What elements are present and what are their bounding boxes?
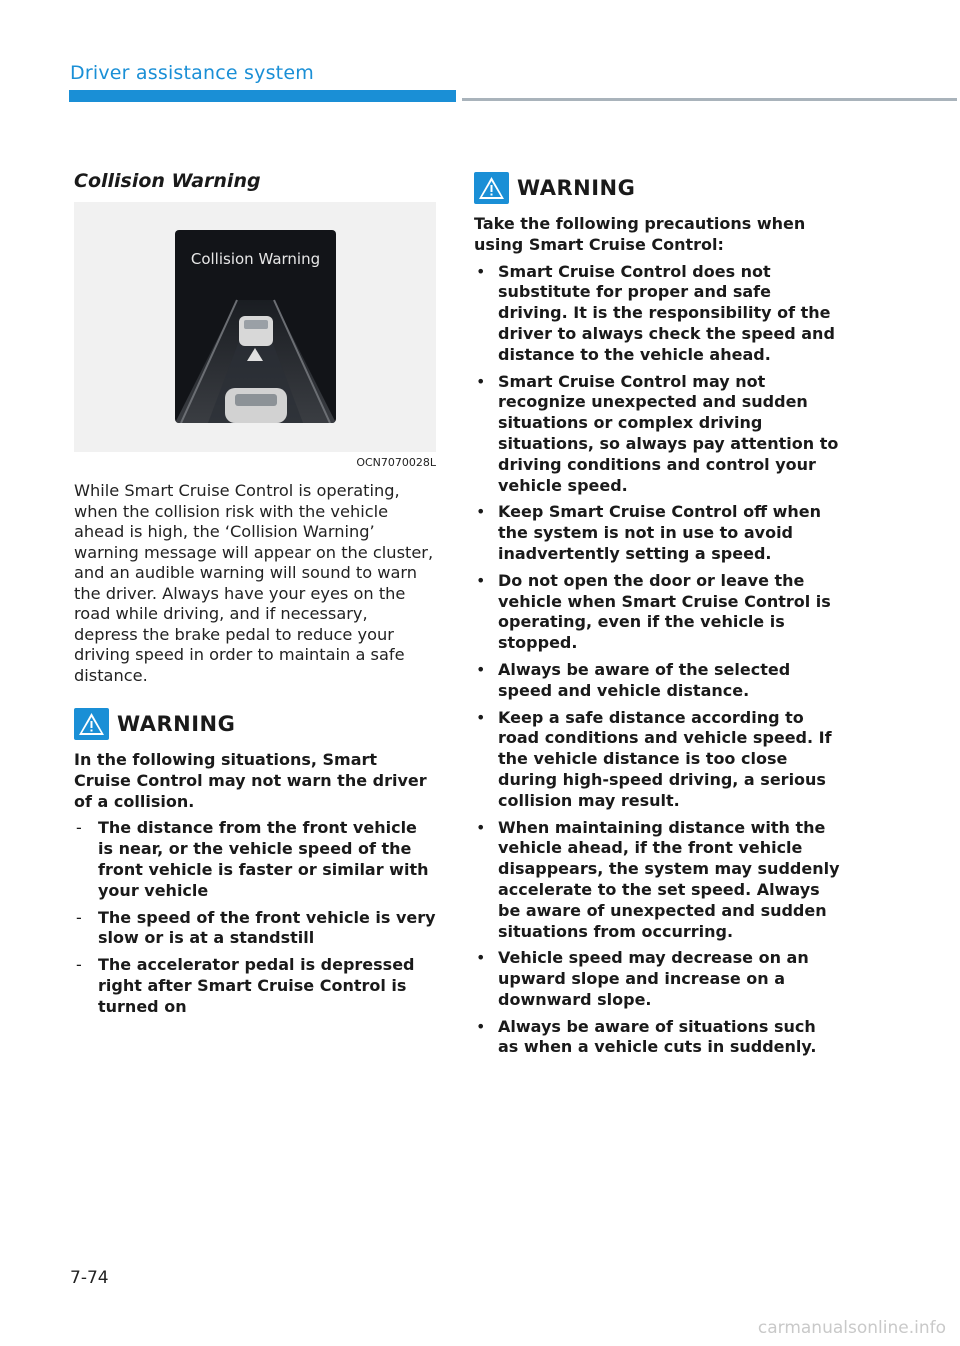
list-item: - The distance from the front vehicle is near, or the vehicle speed of the front vehicle is faster or similar with your vehicle	[76, 818, 429, 900]
section-title: Driver assistance system	[70, 62, 314, 84]
figure-caption: OCN7070028L	[356, 456, 436, 469]
left-column	[74, 170, 436, 1018]
list-item: • Always be aware of situations such as when a vehicle cuts in suddenly.	[476, 1016, 817, 1057]
warning-label: WARNING	[517, 176, 636, 200]
list-item: • Smart Cruise Control does not substitute for proper and safe driving. It is the responsibility of the driver to always check the speed and distance to the vehicle ahead.	[476, 261, 835, 364]
section-heading: Collision Warning	[74, 170, 261, 192]
warning-header	[74, 708, 436, 740]
warning-header	[474, 172, 840, 204]
header-rule	[462, 98, 957, 101]
page-number: 7-74	[70, 1268, 109, 1288]
list-item: • Smart Cruise Control may not recognize unexpected and sudden situations or complex driving situations, so always pay attention to driving conditions and control your vehicle speed.	[476, 371, 839, 495]
watermark-text: carmanualsonline.info	[757, 1318, 946, 1338]
cluster-message: Collision Warning	[190, 250, 321, 268]
warning-triangle-icon	[474, 172, 509, 204]
precaution-list	[474, 262, 840, 1059]
list-item: • Keep Smart Cruise Control off when the system is not in use to avoid inadvertently setting a speed.	[476, 502, 822, 563]
figure-cluster-illustration	[74, 202, 436, 452]
body-paragraph: While Smart Cruise Control is operating, when the collision risk with the vehicle ahead is high, the ‘Collision Warning’ warning message will appear on the cluster, and an audible warning will sound to warn the driver. Always have your eyes on the road while driving, and if necessary, depress the brake pedal to reduce your driving speed in order to maintain a safe distance.	[74, 481, 434, 685]
cluster-display	[175, 230, 336, 423]
warning-label: WARNING	[117, 712, 236, 736]
warning-condition-list	[74, 818, 436, 1017]
warning-intro: In the following situations, Smart Cruise Control may not warn the driver of a collision.	[74, 750, 427, 811]
list-item: - The accelerator pedal is depressed right after Smart Cruise Control is turned on	[76, 955, 415, 1016]
list-item: - The speed of the front vehicle is very slow or is at a standstill	[76, 907, 436, 948]
warning-intro: Take the following precautions when using Smart Cruise Control:	[474, 214, 806, 254]
warning-triangle-icon	[74, 708, 109, 740]
right-column	[474, 172, 840, 1058]
header-accent-bar	[69, 90, 456, 102]
list-item: • Vehicle speed may decrease on an upward slope and increase on a downward slope.	[476, 948, 809, 1009]
list-item: • Keep a safe distance according to road conditions and vehicle speed. If the vehicle distance is too close during high-speed driving, a serious collision may result.	[476, 707, 832, 810]
list-item: • Always be aware of the selected speed and vehicle distance.	[476, 659, 791, 700]
list-item: • Do not open the door or leave the vehicle when Smart Cruise Control is operating, even if the vehicle is stopped.	[476, 570, 831, 653]
list-item: • When maintaining distance with the vehicle ahead, if the front vehicle disappears, the system may suddenly accelerate to the set speed. Always be aware of unexpected and sudden situations from occurring.	[476, 817, 840, 941]
